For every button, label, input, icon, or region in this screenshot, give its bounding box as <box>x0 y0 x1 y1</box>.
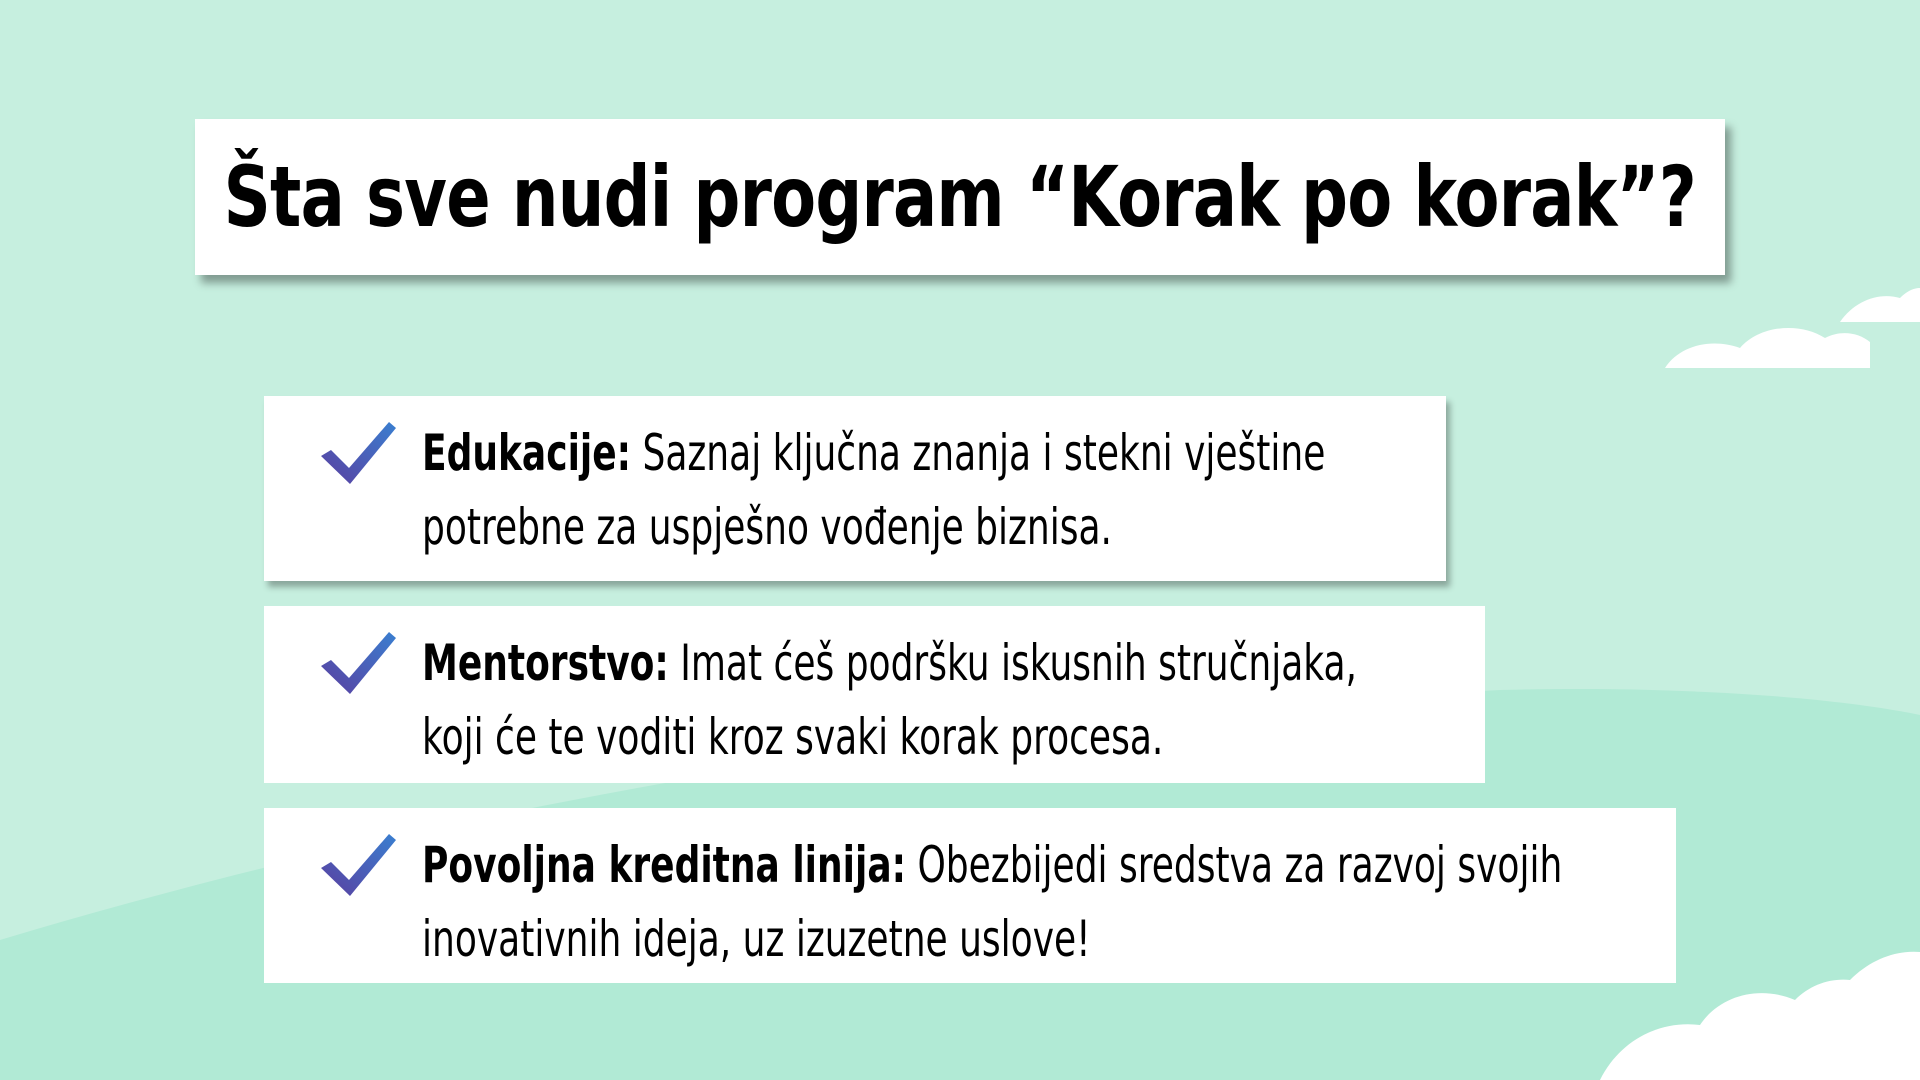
benefit-label: Mentorstvo: <box>422 634 669 692</box>
cloud-right-top <box>1665 288 1920 368</box>
checkmark-icon <box>319 628 397 698</box>
benefit-label: Povoljna kreditna linija: <box>422 836 907 894</box>
benefit-description-line1: Obezbijedi sredstva za razvoj svojih <box>906 836 1563 894</box>
benefit-text <box>422 626 1380 774</box>
title-banner <box>195 119 1725 275</box>
benefit-card-education <box>264 396 1446 581</box>
benefit-text <box>422 828 1563 976</box>
checkmark-icon <box>319 830 397 900</box>
benefit-description-line1: Imat ćeš podršku iskusnih stručnjaka, <box>668 634 1358 692</box>
page-title: Šta sve nudi program “Korak po korak”? <box>223 148 1697 246</box>
benefit-description-line2: inovativnih ideja, uz izuzetne uslove! <box>422 910 1091 968</box>
benefit-description-line2: potrebne za uspješno vođenje biznisa. <box>422 498 1112 556</box>
benefit-card-credit-line <box>264 808 1676 983</box>
checkmark-icon <box>319 418 397 488</box>
benefit-description-line2: koji će te voditi kroz svaki korak procesa. <box>422 708 1164 766</box>
benefit-text <box>422 416 1380 564</box>
benefit-card-mentorship <box>264 606 1485 783</box>
benefit-description-line1: Saznaj ključna znanja i stekni vještine <box>631 424 1326 482</box>
benefit-label: Edukacije: <box>422 424 632 482</box>
